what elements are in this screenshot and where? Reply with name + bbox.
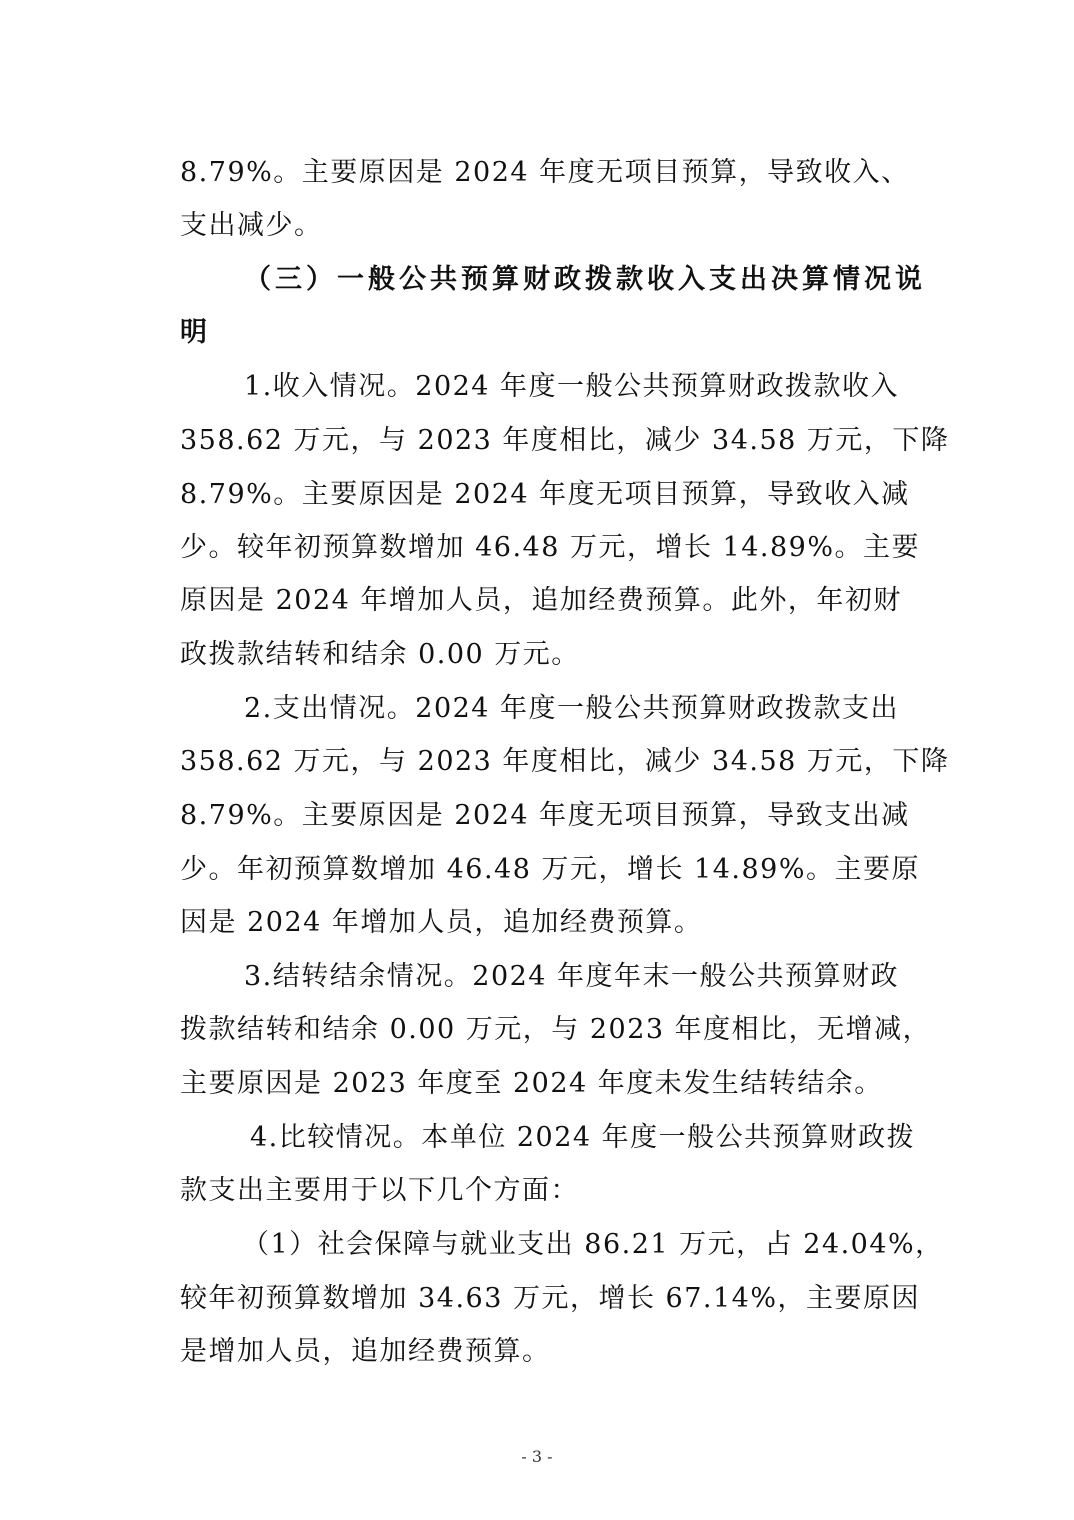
paragraph-comparison-line: 款支出主要用于以下几个方面： (180, 1175, 579, 1206)
page-number: - 3 - (521, 1447, 553, 1466)
paragraph-income-line: 1.收入情况。2024 年度一般公共预算财政拨款收入 (244, 371, 900, 402)
section-heading-continuation: 明 (180, 317, 211, 348)
paragraph-carryover-line: 主要原因是 2023 年度至 2024 年度未发生结转结余。 (180, 1068, 883, 1099)
paragraph-income-line: 政拨款结转和结余 0.00 万元。 (180, 639, 580, 670)
paragraph-income-line: 少。较年初预算数增加 46.48 万元，增长 14.89%。主要 (180, 532, 920, 563)
paragraph-social-security-line: 较年初预算数增加 34.63 万元，增长 67.14%，主要原因 (180, 1283, 920, 1314)
paragraph-expense-line: 2.支出情况。2024 年度一般公共预算财政拨款支出 (244, 693, 900, 724)
paragraph-income-line: 原因是 2024 年增加人员，追加经费预算。此外，年初财 (180, 585, 902, 616)
text-line: 8.79%。主要原因是 2024 年度无项目预算，导致收入、 (180, 157, 910, 188)
paragraph-expense-line: 8.79%。主要原因是 2024 年度无项目预算，导致支出减 (180, 800, 910, 831)
paragraph-expense-line: 因是 2024 年增加人员，追加经费预算。 (180, 907, 703, 938)
paragraph-expense-line: 少。年初预算数增加 46.48 万元，增长 14.89%。主要原 (180, 854, 920, 885)
text-line: 支出减少。 (180, 210, 323, 241)
paragraph-comparison-line: 4.比较情况。本单位 2024 年度一般公共预算财政拨 (250, 1122, 916, 1153)
paragraph-income-line: 358.62 万元，与 2023 年度相比，减少 34.58 万元，下降 (180, 425, 950, 456)
paragraph-carryover-line: 3.结转结余情况。2024 年度年末一般公共预算财政 (244, 961, 900, 992)
paragraph-expense-line: 358.62 万元，与 2023 年度相比，减少 34.58 万元，下降 (180, 746, 950, 777)
paragraph-social-security-line: 是增加人员，追加经费预算。 (180, 1336, 551, 1367)
paragraph-carryover-line: 拨款结转和结余 0.00 万元，与 2023 年度相比，无增减， (180, 1014, 932, 1045)
paragraph-social-security-line: （1）社会保障与就业支出 86.21 万元，占 24.04%， (242, 1229, 944, 1260)
section-heading: （三）一般公共预算财政拨款收入支出决算情况说 (244, 264, 926, 295)
paragraph-income-line: 8.79%。主要原因是 2024 年度无项目预算，导致收入减 (180, 479, 910, 510)
